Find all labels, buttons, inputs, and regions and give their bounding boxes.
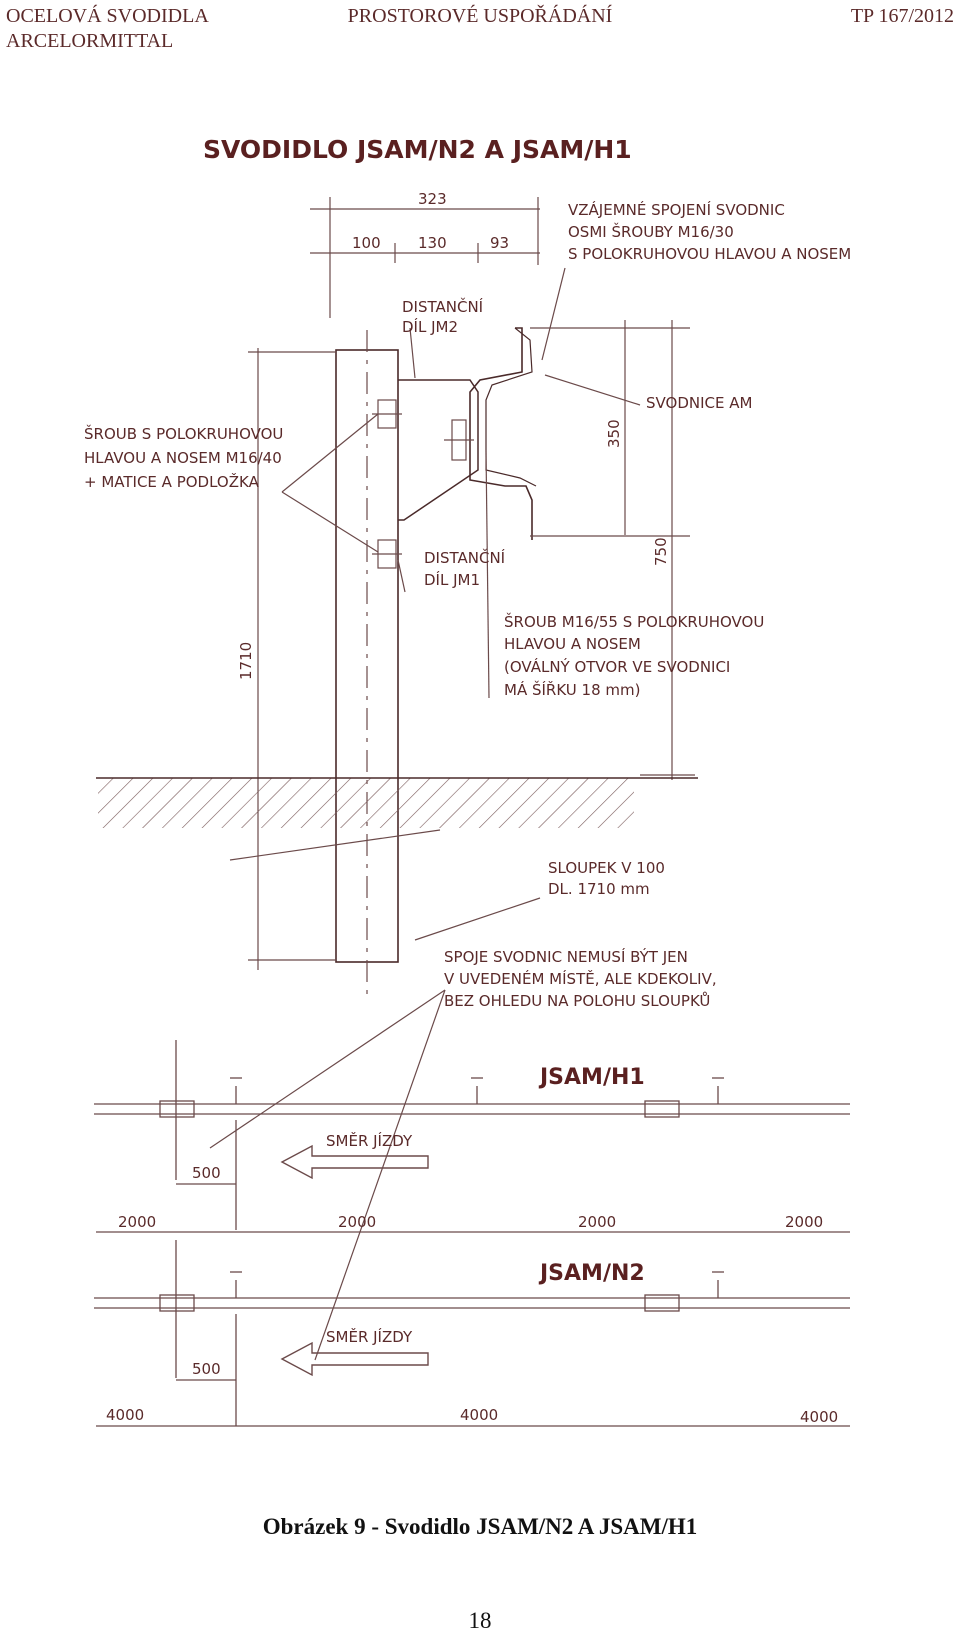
label-connection-l2: OSMI ŠROUBY M16/30	[568, 223, 734, 241]
label-bolt55-l1: ŠROUB M16/55 S POLOKRUHOVOU	[504, 613, 765, 631]
plan-h1-spacing-1: 2000	[118, 1213, 157, 1231]
direction-arrow-icon	[282, 1343, 428, 1375]
label-bolt55-l4: MÁ ŠÍŘKU 18 mm)	[504, 681, 641, 699]
label-spacer-jm2-l1: DISTANČNÍ	[402, 298, 484, 316]
plan-h1-offset: 500	[192, 1164, 221, 1182]
plan-n2-direction: SMĚR JÍZDY	[326, 1328, 413, 1346]
dim-w3: 93	[490, 234, 510, 252]
label-joints-l3: BEZ OHLEDU NA POLOHU SLOUPKŮ	[444, 992, 711, 1010]
plan-n2-name: JSAM/N2	[540, 1261, 645, 1286]
page-number: 18	[468, 1608, 492, 1633]
label-bolt55-l2: HLAVOU A NOSEM	[504, 635, 641, 653]
header-left-line1: OCELOVÁ SVODIDLA	[6, 5, 209, 27]
label-post-l2: DL. 1710 mm	[548, 880, 650, 898]
plan-n2-spacing-3: 4000	[800, 1408, 839, 1426]
plan-jsam-n2	[94, 1240, 850, 1426]
dim-rail-height: 350	[605, 419, 623, 448]
ground-hatch	[98, 778, 634, 828]
plan-n2-spacing-1: 4000	[106, 1406, 145, 1424]
header-center: PROSTOROVÉ USPOŘÁDÁNÍ	[347, 5, 613, 27]
dim-w1: 100	[352, 234, 381, 252]
dim-top-height: 750	[652, 537, 670, 566]
header-left-line2: ARCELORMITTAL	[6, 30, 174, 52]
plan-jsam-h1	[94, 1040, 850, 1232]
label-connection-l3: S POLOKRUHOVOU HLAVOU A NOSEM	[568, 245, 852, 263]
direction-arrow-icon	[282, 1146, 428, 1178]
label-bolt-l2: HLAVOU A NOSEM M16/40	[84, 449, 282, 467]
label-joints-l1: SPOJE SVODNIC NEMUSÍ BÝT JEN	[444, 948, 688, 966]
label-spacer-jm1-l2: DÍL JM1	[424, 571, 481, 589]
label-spacer-jm2-l2: DÍL JM2	[402, 318, 459, 336]
figure-caption: Obrázek 9 - Svodidlo JSAM/N2 A JSAM/H1	[262, 1514, 698, 1539]
rail-profile	[470, 328, 532, 540]
plan-n2-offset: 500	[192, 1360, 221, 1378]
dim-w2: 130	[418, 234, 447, 252]
label-bolt-l3: + MATICE A PODLOŽKA	[84, 473, 259, 491]
label-post-l1: SLOUPEK V 100	[548, 859, 665, 877]
plan-h1-spacing-2: 2000	[338, 1213, 377, 1231]
dim-total-width: 323	[418, 190, 447, 208]
label-bolt55-l3: (OVÁLNÝ OTVOR VE SVODNICI	[504, 658, 731, 676]
plan-h1-name: JSAM/H1	[540, 1065, 645, 1090]
label-bolt-l1: ŠROUB S POLOKRUHOVOU	[84, 425, 284, 443]
plan-h1-spacing-4: 2000	[785, 1213, 824, 1231]
plan-h1-direction: SMĚR JÍZDY	[326, 1132, 413, 1150]
plan-n2-spacing-2: 4000	[460, 1406, 499, 1424]
header-right: TP 167/2012	[850, 5, 954, 27]
label-spacer-jm1-l1: DISTANČNÍ	[424, 549, 506, 567]
plan-h1-spacing-3: 2000	[578, 1213, 617, 1231]
label-connection-l1: VZÁJEMNÉ SPOJENÍ SVODNIC	[568, 201, 785, 219]
drawing-title: SVODIDLO JSAM/N2 A JSAM/H1	[203, 135, 632, 164]
label-rail-am: SVODNICE AM	[646, 394, 753, 412]
dim-post-length: 1710	[237, 641, 255, 680]
label-joints-l2: V UVEDENÉM MÍSTĚ, ALE KDEKOLIV,	[444, 970, 717, 988]
